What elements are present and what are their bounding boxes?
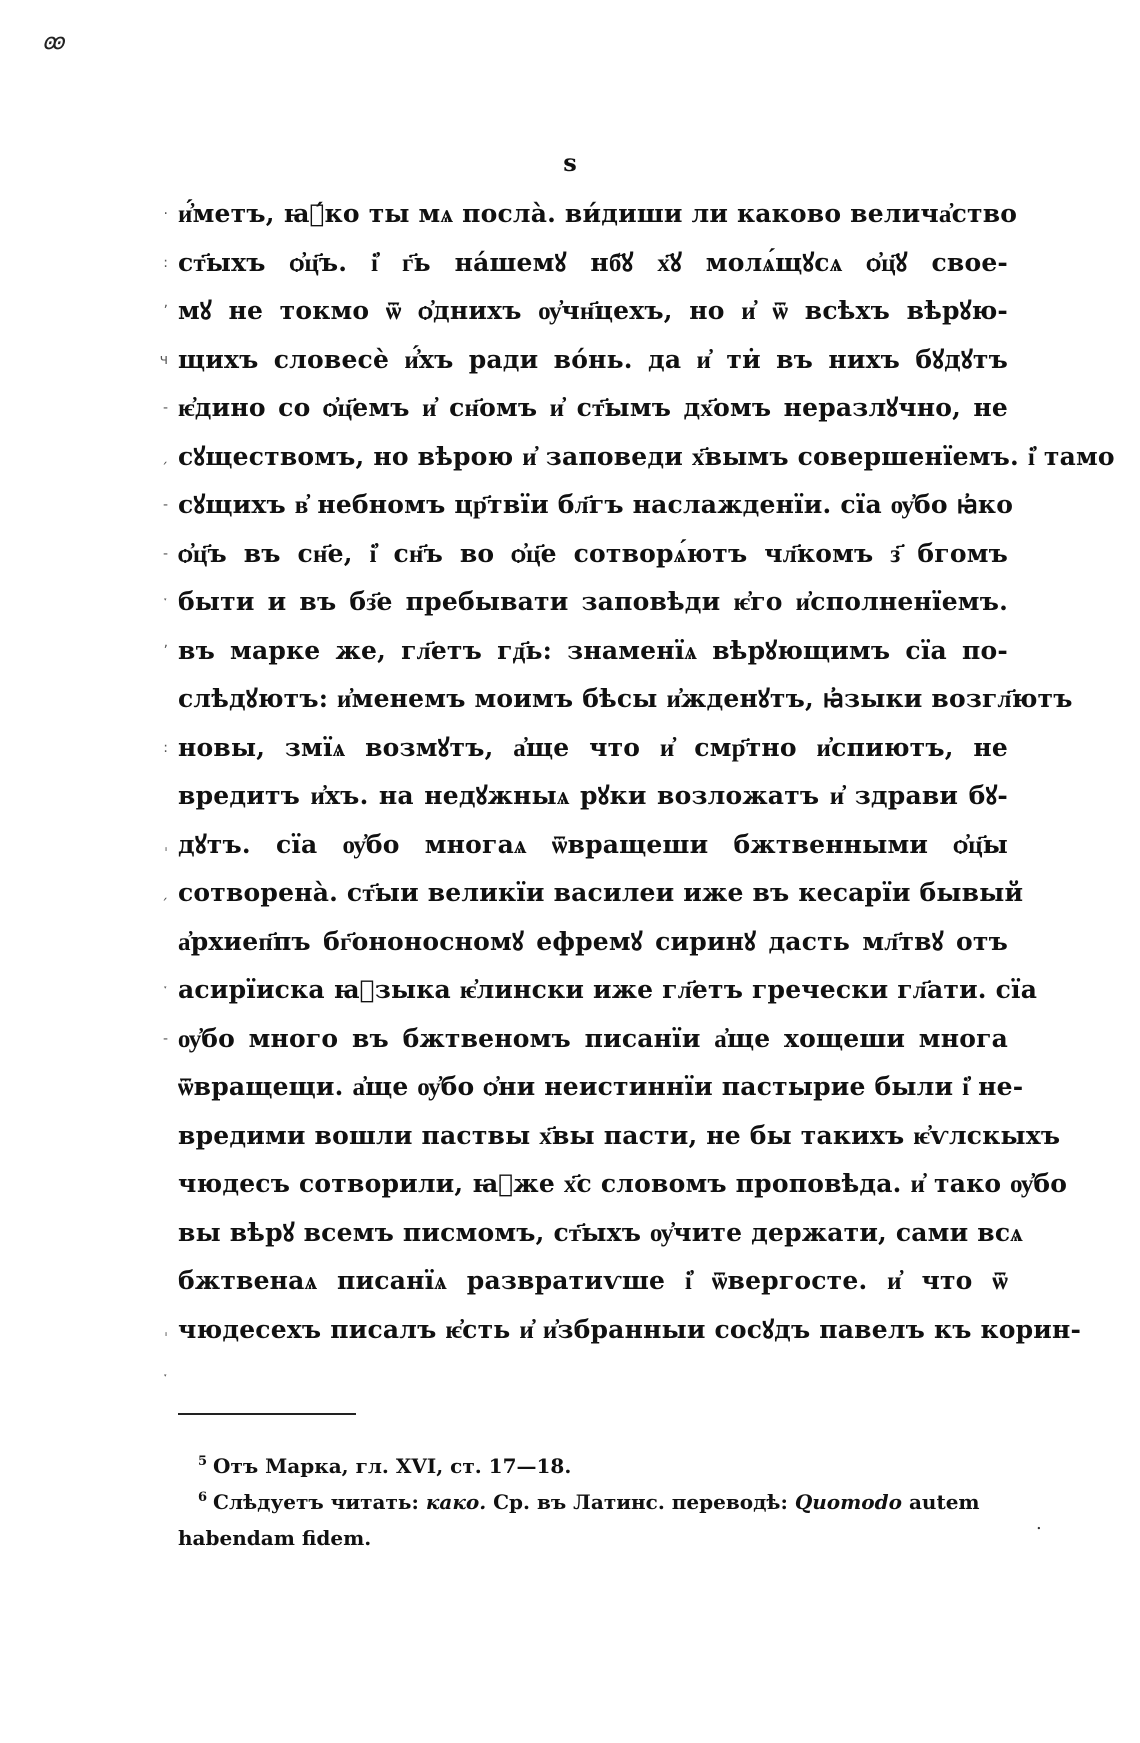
text-line: сꙋщихъ в҆ небномъ цр҃твїи бл҃гъ наслажденїи. сїа ѹ҆бо ꙗ҆ко: [178, 490, 1014, 519]
margin-mark: ʼ: [163, 303, 168, 319]
footnote-separator-rule: [178, 1413, 356, 1415]
text-line: новы, змїѧ возмꙋтъ, а҆ще что и҆ смр҃тно и҆спиютъ, не: [178, 732, 1008, 762]
main-text-block: [178, 190, 1115, 1354]
text-line: чюдесъ сотворили, ꙗ҆же х҃с словомъ проповѣда. и҆ тако ѹ҆бо: [178, 1169, 1068, 1198]
margin-mark: ·: [163, 206, 168, 222]
margin-mark: -: [162, 1030, 168, 1047]
margin-mark: -: [162, 545, 168, 562]
footnote-text: Ср. въ Латинс. переводѣ:: [493, 1490, 788, 1514]
footnote-text: Отъ Марка, гл. XVI, ст. 17—18.: [213, 1454, 572, 1478]
text-line: мꙋ не токмо ѿ ѻ҆днихъ ѹ҆чн҃цехъ, но и҆ ѿ всѣхъ вѣрꙋю-: [178, 296, 1008, 325]
margin-mark: ˌ: [164, 1321, 168, 1338]
margin-mark: ˏ: [161, 885, 168, 901]
margin-dot: .: [1036, 1513, 1042, 1534]
margin-mark: ч: [159, 351, 168, 368]
text-line: бжтвенаѧ писанїѧ развратиѵше і҆ ѿвергосте. и҆ что ѿ: [178, 1266, 1008, 1295]
text-line: въ марке же, гл҃етъ гд҃ь: знаменїѧ вѣрꙋющимъ сїа по-: [178, 635, 1008, 665]
footnote-marker: 5: [198, 1454, 208, 1470]
margin-mark: ˑ: [163, 982, 168, 998]
text-line: вредитъ и҆хъ. на недꙋжныѧ рꙋки возложатъ и҆ здрави бꙋ-: [178, 781, 1008, 810]
text-line: асирїиска ꙗ҆зыка ѥ҆лински иже гл҃етъ гречески гл҃ати. сїа: [178, 975, 1038, 1004]
text-line: ѿвращещи. а҆ще ѹ҆бо ѻ҆ни неистиннїи пастырие были і҆ не-: [178, 1072, 1024, 1101]
left-margin-marks: [148, 190, 168, 1403]
page-number: ѕ: [563, 148, 577, 177]
text-line: дꙋтъ. сїа ѹ҆бо многаѧ ѿвращеши бжтвенными ѻ҆ц҃ы: [178, 829, 1008, 859]
text-line: чюдесехъ писалъ ѥ҆сть и҆ и҆збранныи сосꙋдъ павелъ къ корин-: [178, 1314, 1082, 1344]
text-line: вредими вошли паствы х҃вы пасти, не бы такихъ ѥ҆ѵлскыхъ: [178, 1120, 1061, 1150]
margin-mark: ˑ: [163, 1370, 168, 1386]
text-line: сꙋществомъ, но вѣрою и҆ заповеди х҃вымъ совершенїемъ. і҆ тамо: [178, 441, 1115, 471]
text-line: быти и въ бз҃е пребывати заповѣди ѥ҆го и҆сполненїемъ.: [178, 587, 1008, 616]
text-line: ст҃ыхъ ѻ҆ц҃ъ. і҆ г҃ь на́шемꙋ нб҃ꙋ х҃ꙋ молѧ́щꙋсѧ ѻ҆ц҃ꙋ свое-: [178, 247, 1008, 277]
footnote-italic-word: како.: [425, 1490, 487, 1514]
text-line: ѹ҆бо много въ бжтвеномъ писанїи а҆ще хощеши многа: [178, 1023, 1008, 1053]
margin-mark: [148, 1209, 168, 1258]
margin-mark: ˏ: [161, 448, 168, 465]
margin-mark: [148, 1160, 168, 1209]
text-line: сотворена̀. ст҃ыи великїи василеи иже въ кесарїи бывый: [178, 878, 1024, 907]
footnotes: [178, 1448, 1038, 1556]
margin-mark: [148, 1063, 168, 1112]
margin-mark: :: [163, 254, 168, 271]
margin-mark: -: [162, 400, 168, 416]
footnote-text: Слѣдуетъ читать:: [213, 1490, 419, 1514]
margin-mark: ʼ: [163, 642, 168, 659]
text-line: и҆́метъ, ꙗ҆́ко ты мѧ посла̀. ви́диши ли каково велича҆ство: [178, 199, 1018, 228]
footnote-marker: 6: [198, 1490, 208, 1506]
margin-mark: ˑ: [163, 594, 168, 610]
text-line: слѣдꙋютъ: и҆менемъ моимъ бѣсы и҆жденꙋтъ, ꙗ҆зыки возгл҃ютъ: [178, 684, 1073, 713]
margin-mark: [148, 1257, 168, 1306]
text-line: щихъ словесѐ и҆́хъ ради во́нь. да и҆ ти̇ въ нихъ бꙋдꙋтъ: [178, 344, 1008, 374]
footnote-text: autem habendam fidem.: [178, 1490, 980, 1550]
text-line: ѥ҆дино со ѻ҆ц҃емъ и҆ сн҃омъ и҆ ст҃ымъ дх҃омъ неразлꙋчно, не: [178, 393, 1008, 422]
corner-handwritten-mark: ꙭ: [42, 30, 65, 55]
text-line: а҆рхиеп҃пъ бг҃ононосномꙋ ефремꙋ сиринꙋ дасть мл҃твꙋ отъ: [178, 926, 1008, 956]
footnote-italic-latin: Quomodo: [794, 1490, 902, 1514]
text-line: ѻ҆ц҃ъ въ сн҃е, і҆ сн҃ъ во ѻ҆ц҃е сотворѧ́ютъ чл҃комъ з҃ бгомъ: [178, 538, 1008, 568]
margin-mark: [148, 675, 168, 724]
margin-mark: [148, 772, 168, 821]
margin-mark: [148, 918, 168, 967]
margin-mark: [148, 1112, 168, 1161]
text-line: вы вѣрꙋ всемъ писмомъ, ст҃ыхъ ѹ҆чите держати, сами всѧ: [178, 1217, 1023, 1247]
footnote-5: [178, 1448, 1038, 1484]
margin-mark: :: [163, 739, 168, 756]
footnote-6: [178, 1484, 1038, 1556]
margin-mark: ˌ: [164, 836, 168, 853]
margin-mark: -: [162, 497, 168, 513]
